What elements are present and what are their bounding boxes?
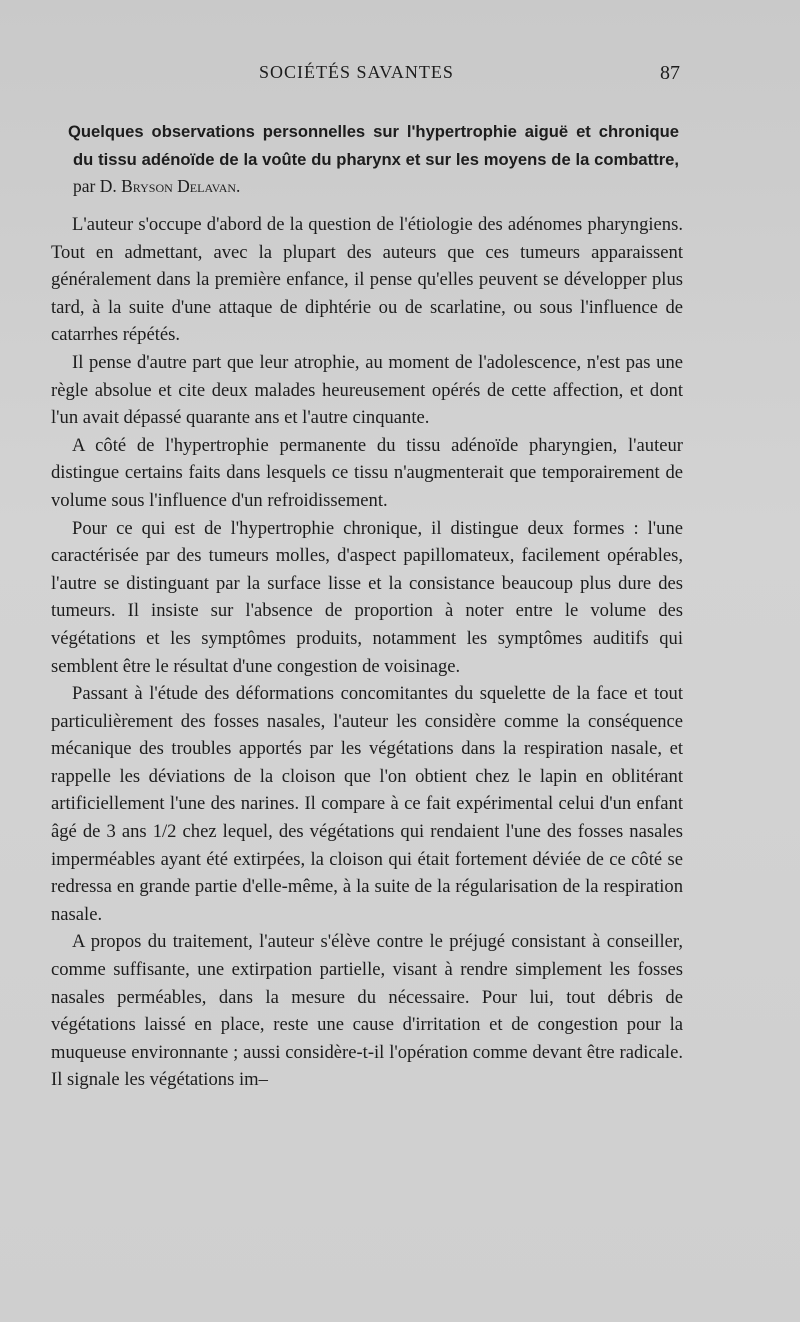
page-number: 87	[660, 62, 680, 84]
paragraph: Il pense d'autre part que leur atrophie, au moment de l'adolescence, n'est pas une règle absolue et cite deux malades heureusement opérés de cette affection, et dont l'un avait dépassé quarante ans et l'autre cinquante.	[51, 351, 683, 429]
article-heading	[51, 118, 679, 201]
running-head	[51, 62, 685, 88]
paragraph: Passant à l'étude des déformations concomitantes du squelette de la face et tout particulièrement des fosses nasales, l'auteur les considère comme la conséquence mécanique des troubles apportés par les végétations dans la respiration nasale, et rappelle les déviations de la cloison que l'on obtient chez le lapin en oblitérant artificiellement l'une des narines. Il compare à ce fait expérimental celui d'un enfant âgé de 3 ans 1/2 chez lequel, des végétations qui rendaient l'une des fosses nasales imperméables ayant été extirpées, la cloison qui était fortement déviée de ce côté se redressa en grande partie d'elle-même, à la suite de la régularisation de la respiration nasale.	[51, 683, 683, 925]
paragraph: A côté de l'hypertrophie permanente du tissu adénoïde pharyngien, l'auteur distingue certains faits dans lesquels ce tissu n'augmenterait que temporairement de volume sous l'influence d'un refroidissement.	[51, 434, 683, 511]
author-name: Bryson Delavan.	[121, 176, 241, 196]
paragraph: A propos du traitement, l'auteur s'élève contre le préjugé consistant à conseiller, comme suffisante, une extirpation partielle, visant à rendre simplement les fosses nasales perméables, dans la mesure du nécessaire. Pour lui, tout débris de végétations laissé en place, reste une cause d'irritation et de congestion pour la muqueuse environnante ; aussi considère-t-il l'opération comme devant être radicale. Il signale les végétations im–	[51, 931, 683, 1091]
article-title: Quelques observations personnelles sur l'hypertrophie aiguë et chronique du tissu adénoïde de la voûte du pharynx et sur les moyens de la combattre,	[68, 122, 679, 169]
paragraph: L'auteur s'occupe d'abord de la question de l'étiologie des adénomes pharyngiens. Tout en admettant, avec la plupart des auteurs que ces tumeurs apparaissent généralement dans la première enfance, il pense qu'elles peuvent se développer plus tard, à la suite d'une attaque de diphtérie ou de scarlatine, ou sous l'influence de catarrhes répétés.	[51, 214, 683, 346]
article-body	[51, 211, 683, 1094]
article-byline	[73, 176, 240, 196]
running-title: SOCIÉTÉS SAVANTES	[259, 62, 454, 82]
document-page	[51, 0, 685, 1322]
byline-prefix: par D.	[73, 176, 122, 196]
paragraph: Pour ce qui est de l'hypertrophie chronique, il distingue deux formes : l'une caractérisée par des tumeurs molles, d'aspect papillomateux, facilement opérables, l'autre se distinguant par la surface lisse et la consistance beaucoup plus dure des tumeurs. Il insiste sur l'absence de proportion à noter entre le volume des végétations et les symptômes produits, notamment les symptômes auditifs qui semblent être le résultat d'une congestion de voisinage.	[51, 517, 683, 677]
